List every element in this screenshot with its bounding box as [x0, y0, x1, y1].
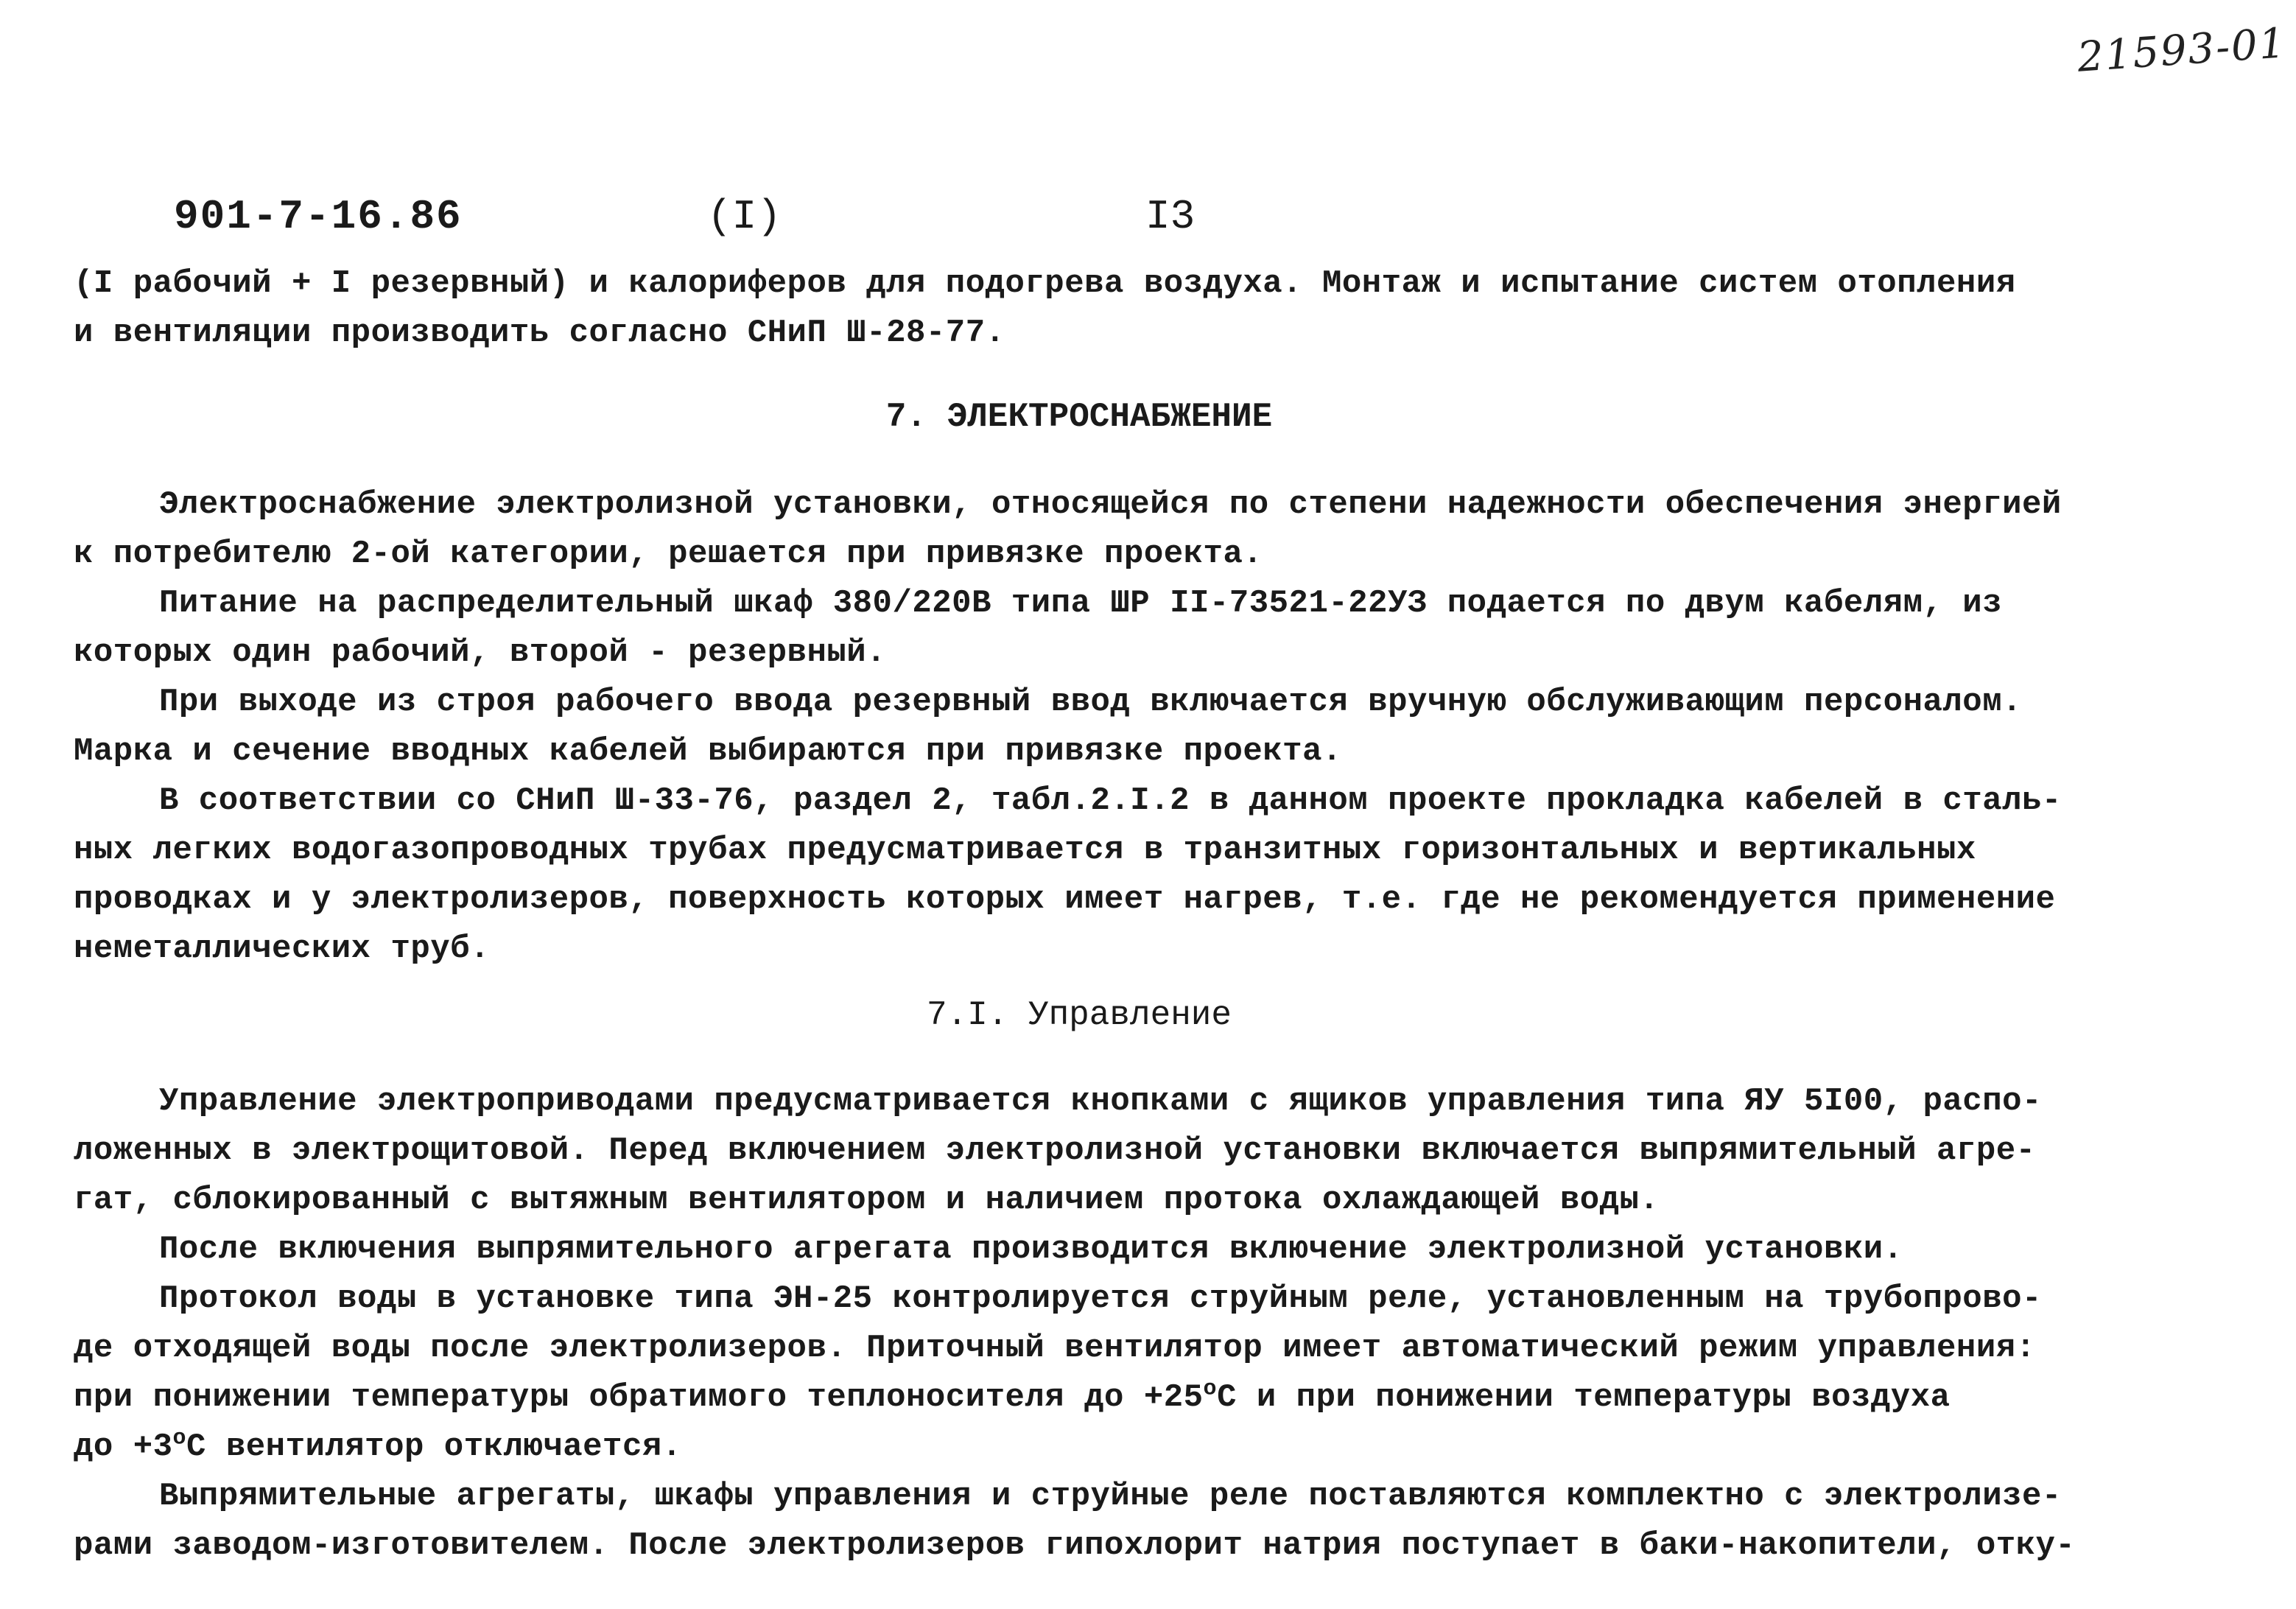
degree-mark: о [172, 1426, 187, 1451]
text-line [74, 1423, 2158, 1472]
section-heading-electrosupply: 7. ЭЛЕКТРОСНАБЖЕНИЕ [885, 398, 1273, 436]
line-start: при понижении температуры обратимого теплоносителя до +25 [74, 1379, 1204, 1416]
text-line: Выпрямительные агрегаты, шкафы управления и струйные реле поставляются комплектно с электролизе- [159, 1478, 2062, 1515]
text-line: (I рабочий + I резервный) и калориферов для подогрева воздуха. Монтаж и испытание систем отопления [74, 265, 2016, 302]
section-7-body [74, 480, 2158, 974]
intro-paragraph [74, 259, 2158, 358]
line-start: до +3 [74, 1429, 173, 1465]
text-line: и вентиляции производить согласно СНиП Ш-28-77. [74, 315, 1005, 351]
text-line: проводках и у электролизеров, поверхность которых имеет нагрев, т.е. где не рекомендуется применение [74, 881, 2056, 918]
text-line: неметаллических труб. [74, 930, 490, 967]
page-number: I3 [1145, 193, 1196, 240]
section-7-1-body [74, 1077, 2158, 1571]
text-line: Протокол воды в установке типа ЭН-25 контролируется струйным реле, установленным на трубопрово- [159, 1280, 2042, 1317]
text-line: Электроснабжение электролизной установки, относящейся по степени надежности обеспечения энергией [159, 486, 2062, 523]
line-end: С вентилятор отключается. [186, 1429, 682, 1465]
text-line: к потребителю 2-ой категории, решается при привязке проекта. [74, 536, 1263, 572]
document-code: 901-7-16.86 [174, 193, 463, 240]
text-line: которых один рабочий, второй - резервный. [74, 634, 887, 671]
line-end: С и при понижении температуры воздуха [1217, 1379, 1951, 1416]
text-line: Питание на распределительный шкаф 380/220В типа ШР II-73521-22УЗ подается по двум кабелям, из [159, 585, 2003, 622]
document-part: (I) [707, 193, 782, 240]
text-line: Управление электроприводами предусматривается кнопками с ящиков управления типа ЯУ 5I00, распо- [159, 1083, 2042, 1120]
text-line: де отходящей воды после электролизеров. Приточный вентилятор имеет автоматический режим управления: [74, 1330, 2036, 1367]
degree-mark: о [1203, 1376, 1218, 1402]
text-line: После включения выпрямительного агрегата производится включение электролизной установки. [159, 1231, 1903, 1268]
text-line: гат, сблокированный с вытяжным вентилятором и наличием протока охлаждающей воды. [74, 1182, 1660, 1219]
text-line: Марка и сечение вводных кабелей выбираются при привязке проекта. [74, 733, 1342, 770]
section-heading-control: 7.I. Управление [926, 996, 1232, 1034]
handwritten-annotation: 21593-01 [2076, 19, 2289, 82]
text-line: рами заводом-изготовителем. После электролизеров гипохлорит натрия поступает в баки-накопители, отку- [74, 1527, 2076, 1564]
text-line: При выходе из строя рабочего ввода резервный ввод включается вручную обслуживающим персоналом. [159, 684, 2023, 721]
text-line: В соответствии со СНиП Ш-33-76, раздел 2, табл.2.I.2 в данном проекте прокладка кабелей в сталь- [159, 782, 2062, 819]
text-line: ложенных в электрощитовой. Перед включением электролизной установки включается выпрямительный агре- [74, 1132, 2036, 1169]
text-line [74, 1373, 2158, 1423]
text-line: ных легких водогазопроводных трубах предусматривается в транзитных горизонтальных и вертикальных [74, 832, 1976, 869]
